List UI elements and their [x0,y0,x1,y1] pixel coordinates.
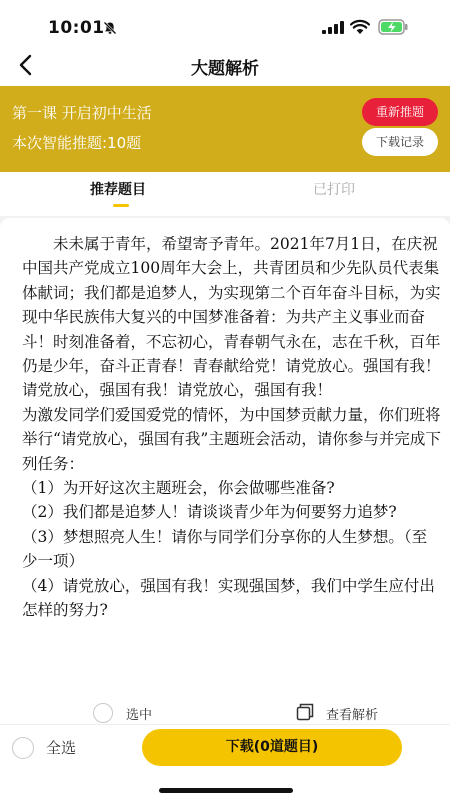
select-all-label[interactable]: 全选 [46,739,77,757]
view-analysis-button[interactable]: 查看解析 [326,708,379,723]
select-all-checkbox[interactable] [12,737,34,759]
question-passage: 未未属于青年，希望寄予青年。2021年7月1日，在庆祝中国共产党成立100周年大会上，共青团员和少先队员代表集体献词；我们都是追梦人，为实现第二个百年奋斗目标，为实现中华民族伟大复兴的中国梦准备着：为共产主义事业而奋斗！时刻准备着，不忘初心，青春朝气永在，志在千秋，百年仍是少年，奋斗正青春！青春献给党！请党放心。强国有我！请党放心，强国有我！请党放心，强国有我！ [22,235,441,400]
question-item-4: （4）请党放心，强国有我！实现强国梦，我们中学生应付出怎样的努力? [22,576,435,620]
page-title: 大题解析 [191,59,259,79]
battery-charging-icon [378,19,408,35]
question-task-intro: 为激发同学们爱国爱党的情怀，为中国梦贡献力量，你们班将举行“请党放心，强国有我”主题班会活动，请你参与并完成下列任务： [22,405,441,473]
question-text [22,232,442,623]
question-item-1: （1）为开好这次主题班会，你会做哪些准备? [22,479,335,498]
status-bar [0,0,450,44]
signal-icon [322,21,344,34]
nav-bar [0,44,450,86]
download-button[interactable]: 下载(0道题目) [142,729,402,766]
lesson-title: 第一课 开启初中生活 [12,104,152,122]
renew-recommend-button[interactable]: 重新推题 [362,98,438,126]
wifi-icon [350,19,370,35]
home-indicator [159,788,293,793]
select-question-checkbox[interactable] [93,703,113,723]
tab-printed[interactable]: 已打印 [313,182,355,198]
question-card [0,218,450,724]
status-time: 10:01 [48,18,105,38]
view-analysis-icon[interactable] [296,703,314,721]
tab-bar [0,172,450,216]
question-item-2: （2）我们都是追梦人！请谈谈青少年为何要努力追梦? [22,503,397,522]
download-records-button[interactable]: 下载记录 [362,128,438,156]
muted-bell-icon [103,21,117,35]
question-item-3: （3）梦想照亮人生！请你与同学们分享你的人生梦想。（至少一项） [22,527,428,571]
active-tab-indicator [113,204,129,207]
tab-recommended[interactable]: 推荐题目 [90,182,146,198]
select-label[interactable]: 选中 [126,708,153,723]
recommend-count: 本次智能推题:10题 [12,134,142,152]
question-actions [0,700,450,724]
